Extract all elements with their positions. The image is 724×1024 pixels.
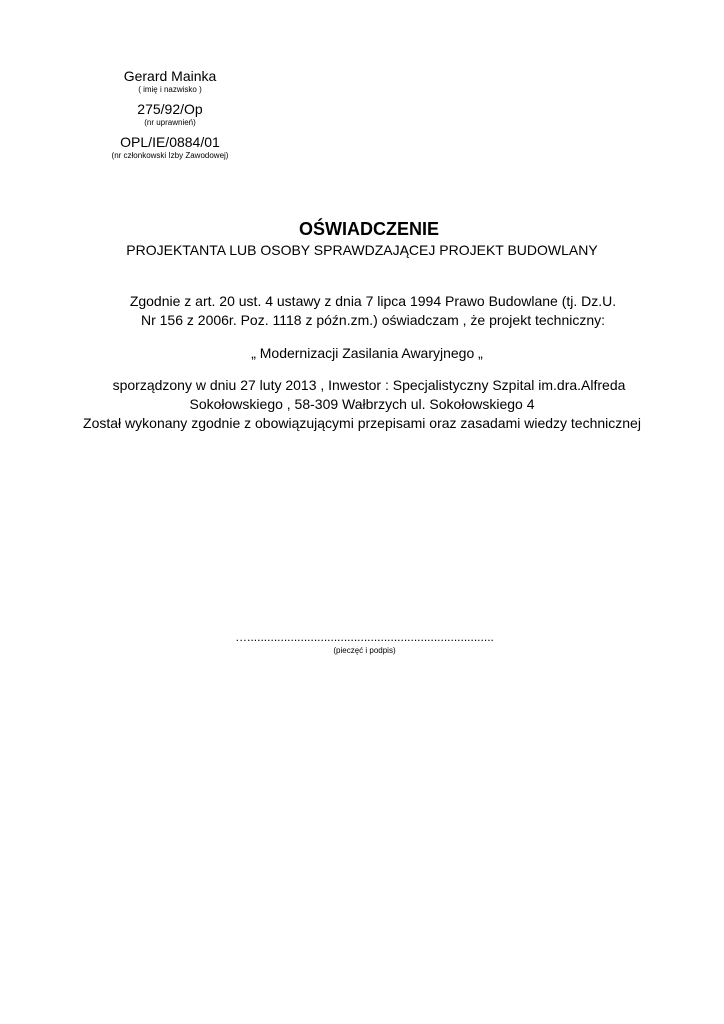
chamber-member-number: OPL/IE/0884/01: [120, 134, 220, 150]
signature-line: …..........................................................................: [235, 630, 494, 644]
declaration-paragraph: [0, 292, 724, 330]
project-details-line-2: Sokołowskiego , 58-309 Wałbrzych ul. Sokołowskiego 4: [189, 396, 535, 412]
chamber-member-caption: (nr członkowski Izby Zawodowej): [111, 151, 229, 160]
project-details-line-3: Został wykonany zgodnie z obowiązującymi przepisami oraz zasadami wiedzy technicznej: [83, 415, 641, 431]
designer-info-block: [96, 68, 244, 160]
declaration-line-2: Nr 156 z 2006r. Poz. 1118 z późn.zm.) oświadczam , że projekt techniczny:: [140, 312, 606, 328]
declaration-line-1: Zgodnie z art. 20 ust. 4 ustawy z dnia 7 lipca 1994 Prawo Budowlane (tj. Dz.U.: [129, 293, 617, 309]
designer-name-caption: ( imię i nazwisko ): [138, 85, 202, 94]
signature-block: [0, 630, 724, 656]
signature-caption: (pieczęć i podpis): [333, 646, 396, 655]
document-title: OŚWIADCZENIE: [298, 219, 439, 239]
project-details-paragraph: [0, 376, 724, 433]
project-details-line-1: sporządzony w dniu 27 luty 2013 , Inwestor : Specjalistyczny Szpital im.dra.Alfreda: [112, 377, 626, 393]
project-name: „ Modernizacji Zasilania Awaryjnego „: [251, 345, 483, 361]
license-number: 275/92/Op: [137, 101, 203, 117]
license-number-caption: (nr uprawnień): [144, 118, 196, 127]
designer-name: Gerard Mainka: [123, 68, 217, 84]
document-subtitle: PROJEKTANTA LUB OSOBY SPRAWDZAJĄCEJ PROJEKT BUDOWLANY: [126, 242, 598, 258]
